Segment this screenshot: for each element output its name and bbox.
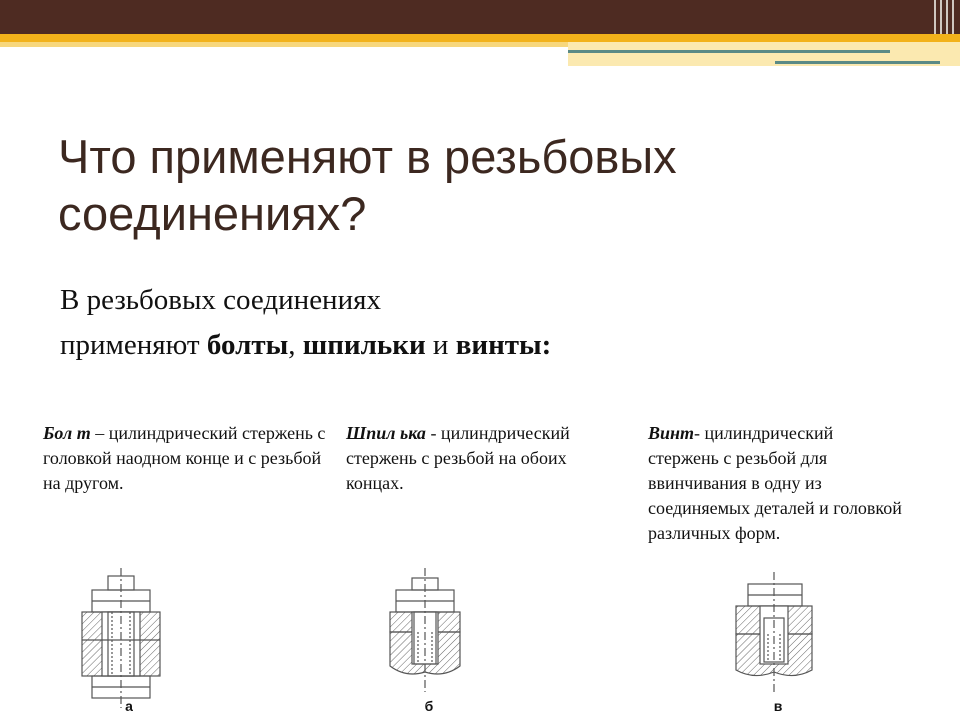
- screw-description: [648, 421, 908, 546]
- bolt-description: [43, 421, 328, 496]
- slide-title: Что применяют в резьбовых соединениях?: [58, 130, 677, 240]
- stud-description: [346, 421, 626, 496]
- term-screws: винты:: [455, 329, 552, 361]
- accent-line: [0, 34, 960, 42]
- figure-label-v: в: [773, 698, 783, 714]
- accent-teal-line: [568, 50, 890, 53]
- header-bar: [0, 0, 960, 34]
- accent-teal-line-short: [775, 61, 940, 64]
- stud-term: Шпил ька: [346, 423, 426, 443]
- term-studs: шпильки: [302, 329, 426, 361]
- bolt-term: Бол т: [43, 423, 91, 443]
- intro-line1: В резьбовых соединениях: [60, 284, 381, 316]
- term-bolts: болты: [206, 329, 289, 361]
- intro-prefix: применяют: [60, 329, 207, 361]
- screw-text: - цилиндрический стержень с резьбой для ввинчивания в одну из соединяемых деталей и головкой различных форм.: [648, 423, 902, 543]
- figure-label-b: б: [424, 698, 434, 714]
- intro-sep1: ,: [288, 329, 303, 361]
- intro-text: [60, 278, 820, 368]
- figure-label-a: а: [125, 698, 133, 714]
- bolt-text: – цилиндрический стержень с головкой наодном конце и с резьбой на другом.: [43, 423, 326, 493]
- intro-sep2: и: [425, 329, 456, 361]
- screw-term: Винт: [648, 423, 695, 443]
- accent-line-light: [0, 42, 568, 47]
- stud-text: - цилиндрический стержень с резьбой на обоих концах.: [346, 423, 570, 493]
